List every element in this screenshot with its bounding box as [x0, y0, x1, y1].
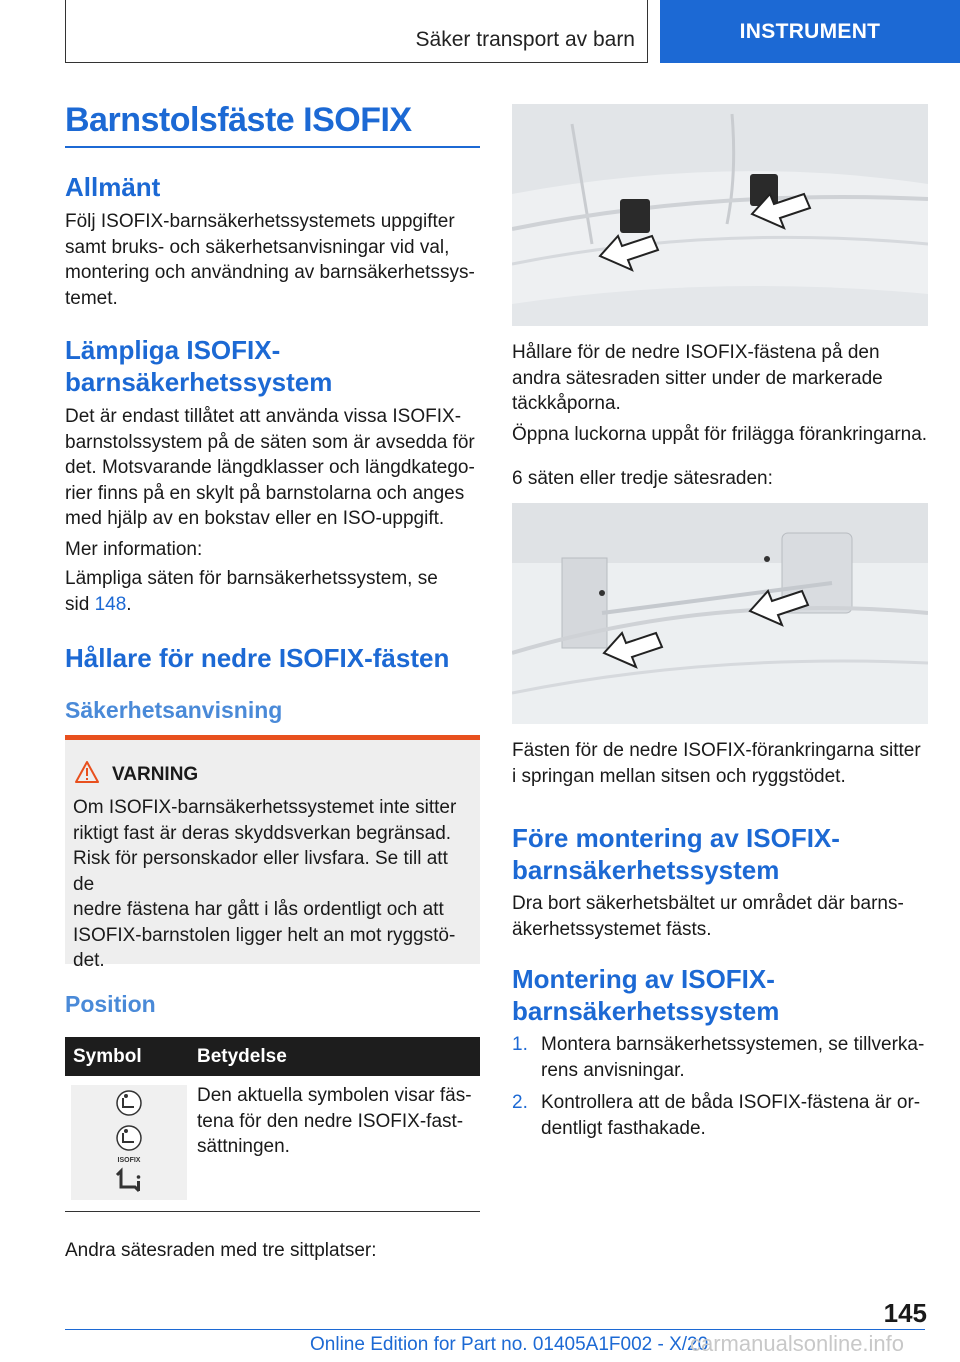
- title-rule: [65, 146, 480, 148]
- chapter-tab[interactable]: INSTRUMENT: [660, 0, 960, 63]
- row-caption: Andra sätesraden med tre sittplatser:: [65, 1240, 377, 1261]
- warning-bar: [65, 735, 480, 740]
- photo1-caption: Hållare för de nedre ISOFIX-fästena på den andra sätesraden sitter under de markerade täckkåporna.: [512, 342, 883, 414]
- suitable-text: Det är endast tillåtet att använda vissa ISOFIX- barnstolssystem på de säten som är avsedda för det. Motsvarande längdklasser och längdkatego- rier finns på en skylt på barnstolarna och anges med hjälp av en bokstav eller en ISO-uppgift.: [65, 406, 475, 529]
- general-text: Följ ISOFIX-barnsäkerhetssystemets uppgifter samt bruks- och säkerhetsanvisningar vid val, montering och användning av barnsäkerhetssys- temet.: [65, 211, 475, 309]
- six-seats-text: 6 säten eller tredje sätesraden:: [512, 468, 773, 489]
- heading-position: Position: [65, 991, 156, 1017]
- section-title: Säker transport av barn: [415, 28, 635, 51]
- page-number: 145: [883, 1298, 927, 1328]
- table-bottom-rule: [65, 1211, 480, 1212]
- heading-safety: Säkerhetsanvisning: [65, 697, 283, 723]
- photo-third-row-seat: [512, 503, 928, 724]
- heading-general: Allmänt: [65, 172, 161, 202]
- page-title: Barnstolsfäste ISOFIX: [65, 101, 412, 139]
- heading-suitable: Lämpliga ISOFIX- barnsäkerhetssystem: [65, 335, 333, 397]
- watermark: carmanualsonline.info: [690, 1331, 905, 1356]
- symbol-cell: [71, 1085, 187, 1200]
- heading-mounting: Montering av ISOFIX- barnsäkerhetssystem: [512, 964, 780, 1026]
- reference-text: Lämpliga säten för barnsäkerhetssystem, se sid 148.: [65, 568, 438, 615]
- photo-second-row-seat: [512, 104, 928, 326]
- list-item: 2.: [512, 1092, 528, 1113]
- page-link[interactable]: 148: [94, 593, 127, 615]
- warning-text: Om ISOFIX-barnsäkerhetssystemet inte sitter riktigt fast är deras skyddsverkan begränsad. Risk för personskador eller livsfara. Se till att de nedre fästena har gått i lås ordentligt och att ISOFIX-barnstolen ligger helt an mot ryggstö- det.: [73, 797, 457, 971]
- edition-text: Online Edition for Part no. 01405A1F002 - X/20: [310, 1334, 709, 1355]
- symbol-meaning: Den aktuella symbolen visar fäs- tena för den nedre ISOFIX-fast- sättningen.: [197, 1085, 472, 1157]
- warning-triangle-icon: [74, 760, 100, 784]
- table-column-divider: [187, 1076, 188, 1211]
- list-item-text: Kontrollera att de båda ISOFIX-fästena är or- dentligt fasthakade.: [541, 1092, 921, 1139]
- svg-text:ISOFIX: ISOFIX: [117, 1157, 141, 1164]
- warning-title: VARNING: [112, 764, 199, 785]
- list-item-text: Montera barnsäkerhetssystemen, se tillverka- rens anvisningar.: [541, 1034, 925, 1081]
- more-info-label: Mer information:: [65, 539, 203, 560]
- photo2-caption: Fästen för de nedre ISOFIX-förankringarna sitter i springan mellan sitsen och ryggstödet.: [512, 740, 921, 787]
- table-col-symbol: Symbol: [73, 1046, 142, 1067]
- footer-rule: [65, 1329, 925, 1330]
- table-col-meaning: Betydelse: [197, 1046, 287, 1067]
- before-mounting-text: Dra bort säkerhetsbältet ur området där barns- äkerhetssystemet fästs.: [512, 893, 904, 940]
- list-item: 1.: [512, 1034, 528, 1055]
- heading-holder: Hållare för nedre ISOFIX-fästen: [65, 643, 450, 673]
- isofix-symbols-icon: [71, 1085, 187, 1200]
- heading-before-mounting: Före montering av ISOFIX- barnsäkerhetssystem: [512, 823, 840, 885]
- open-flaps-text: Öppna luckorna uppåt för frilägga förankringarna.: [512, 424, 928, 445]
